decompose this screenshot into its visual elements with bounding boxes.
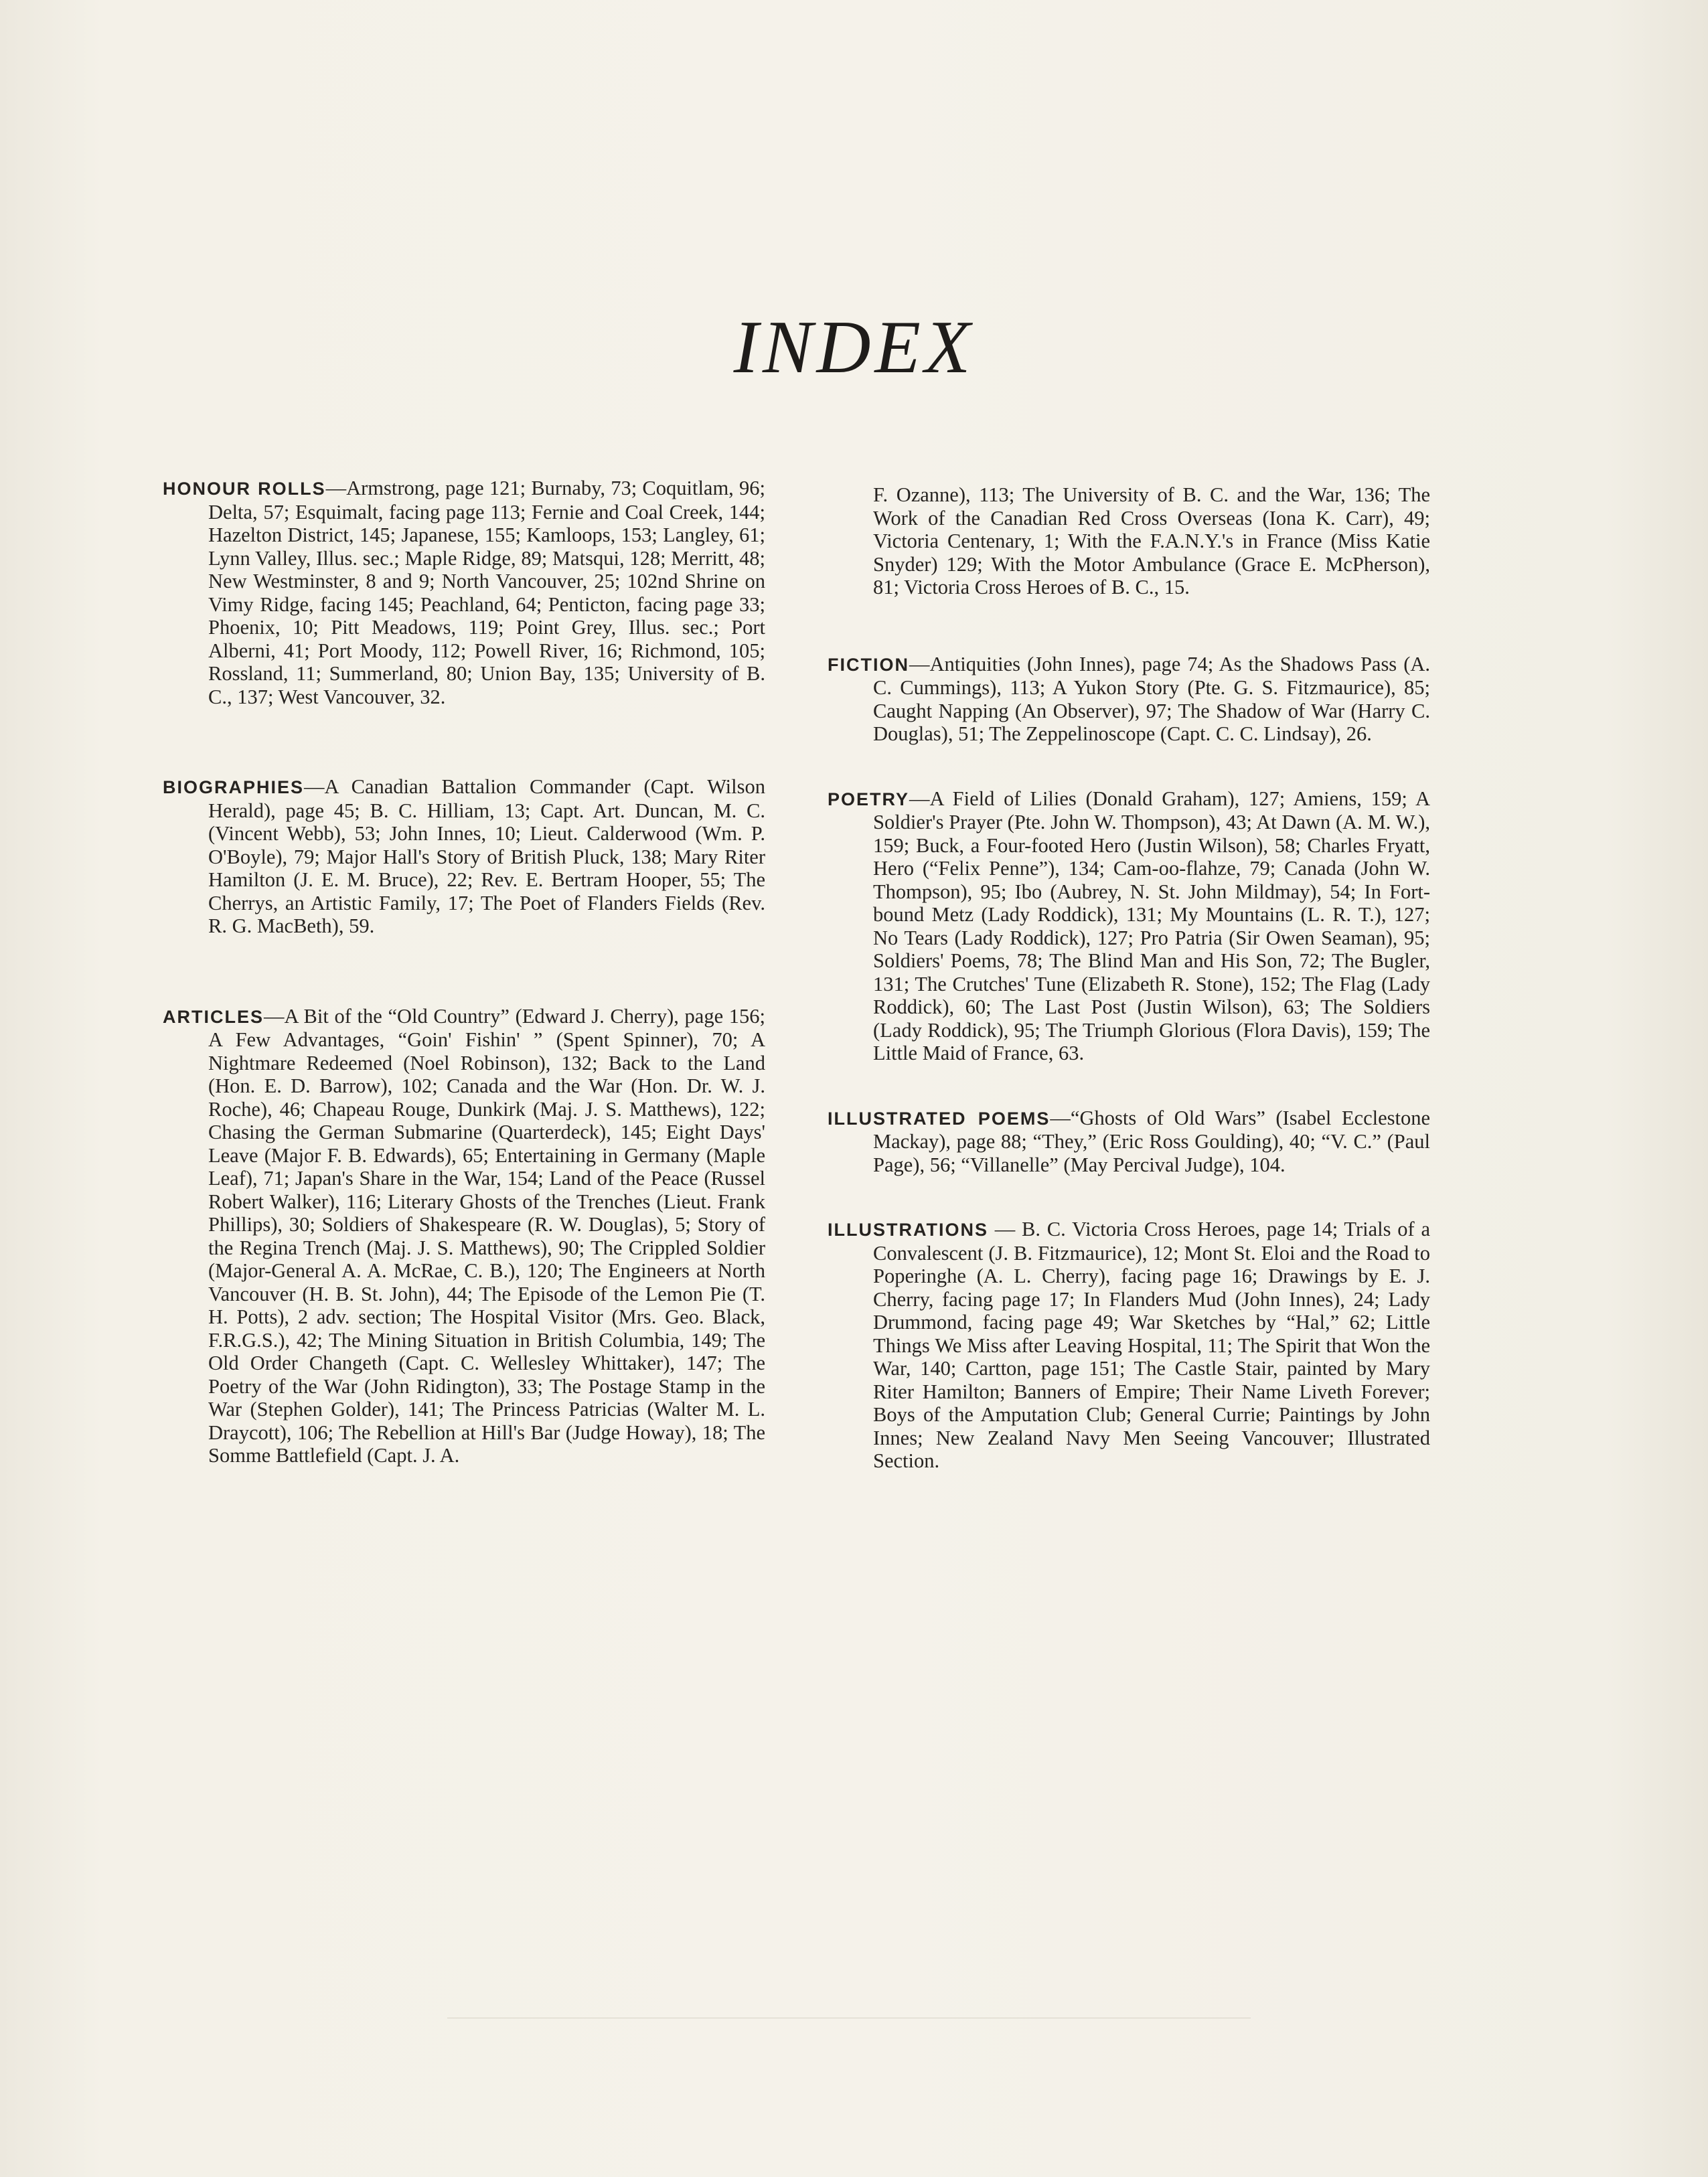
entry-text: —A Canadian Battalion Commander (Capt. Wilson Herald), page 45; B. C. Hilliam, 13; Capt. Art. Duncan, M. C. (Vincent Webb), 53; John Innes, 10; Lieut. Calderwood (Wm. P. O'Boyle), 79; Major Hall's Story of British Pluck, 138; Mary Riter Hamilton (J. E. M. Bruce), 22; Rev. E. Bertram Hooper, 55; The Cherrys, an Artistic Family, 17; The Poet of Flanders Fields (Rev. R. G. MacBeth), 59. bbox=[208, 775, 765, 937]
left-column bbox=[163, 477, 765, 1467]
entry-heading: FICTION bbox=[828, 654, 909, 675]
entry-illustrations bbox=[828, 1218, 1430, 1473]
entry-heading: POETRY bbox=[828, 789, 910, 809]
entry-illustrated-poems bbox=[828, 1107, 1430, 1177]
entry-fiction bbox=[828, 653, 1430, 746]
entry-articles-continued bbox=[828, 483, 1430, 599]
entry-poetry bbox=[828, 787, 1430, 1065]
entry-text: F. Ozanne), 113; The University of B. C. and the War, 136; The Work of the Canadian Red Cross Overseas (Iona K. Carr), 49; Victoria Centenary, 1; With the F.A.N.Y.'s in France (Miss Katie Snyder) 129; With the Motor Ambulance (Grace E. McPherson), 81; Victoria Cross Heroes of B. C., 15. bbox=[873, 483, 1430, 598]
right-column bbox=[828, 477, 1430, 1473]
entry-text: —“Ghosts of Old Wars” (Isabel Ecclestone Mackay), page 88; “They,” (Eric Ross Goulding), 40; “V. C.” (Paul Page), 56; “Villanelle” (May Percival Judge), 104. bbox=[873, 1106, 1430, 1176]
entry-text: —A Field of Lilies (Donald Graham), 127; Amiens, 159; A Soldier's Prayer (Pte. John W. Thompson), 43; At Dawn (A. M. W.), 159; Buck, a Four-footed Hero (Justin Wilson), 58; Charles Fryatt, Hero (“Felix Penne”), 134; Cam-oo-flahze, 79; Canada (John W. Thompson), 95; Ibo (Aubrey, N. St. John Mildmay), 54; In Fort-bound Metz (Lady Roddick), 131; My Mountains (L. R. T.), 127; No Tears (Lady Roddick), 127; Pro Patria (Sir Owen Seaman), 95; Soldiers' Poems, 78; The Blind Man and His Son, 72; The Bugler, 131; The Crutches' Tune (Elizabeth R. Stone), 152; The Flag (Lady Roddick), 60; The Last Post (Justin Wilson), 63; The Soldiers (Lady Roddick), 95; The Triumph Glorious (Flora Davis), 159; The Little Maid of France, 63. bbox=[873, 787, 1430, 1064]
entry-heading: HONOUR ROLLS bbox=[163, 479, 326, 499]
entry-heading: ILLUSTRATIONS bbox=[828, 1220, 988, 1240]
entry-text: —Antiquities (John Innes), page 74; As the Shadows Pass (A. C. Cummings), 113; A Yukon Story (Pte. G. S. Fitzmaurice), 85; Caught Napping (An Observer), 97; The Shadow of War (Harry C. Douglas), 51; The Zeppelinoscope (Capt. C. C. Lindsay), 26. bbox=[873, 652, 1430, 745]
entry-heading: ILLUSTRATED POEMS bbox=[828, 1108, 1051, 1129]
entry-text: —A Bit of the “Old Country” (Edward J. Cherry), page 156; A Few Advantages, “Goin' Fishin' ” (Spent Spinner), 70; A Nightmare Redeemed (Noel Robinson), 132; Back to the Land (Hon. E. D. Barrow), 102; Canada and the War (Hon. Dr. W. J. Roche), 46; Chapeau Rouge, Dunkirk (Maj. J. S. Matthews), 122; Chasing the German Submarine (Quarterdeck), 145; Eight Days' Leave (Major F. B. Edwards), 65; Entertaining in Germany (Maple Leaf), 71; Japan's Share in the War, 154; Land of the Peace (Russel Robert Walker), 116; Literary Ghosts of the Trenches (Lieut. Frank Phillips), 30; Soldiers of Shakespeare (R. W. Douglas), 5; Story of the Regina Trench (Maj. J. S. Matthews), 90; The Crippled Soldier (Major-General A. A. McRae, C. B.), 120; The Engineers at North Vancouver (H. B. St. John), 44; The Episode of the Lemon Pie (T. H. Potts), 2 adv. section; The Hospital Visitor (Mrs. Geo. Black, F.R.G.S.), 42; The Mining Situation in British Columbia, 149; The Old Order Changeth (Capt. C. Wellesley Whittaker), 147; The Poetry of the War (John Ridington), 33; The Postage Stamp in the War (Stephen Golder), 141; The Princess Patricias (Walter M. L. Draycott), 106; The Rebellion at Hill's Bar (Judge Howay), 18; The Somme Battlefield (Capt. J. A. bbox=[208, 1004, 765, 1467]
entry-biographies bbox=[163, 775, 765, 938]
page-title: INDEX bbox=[733, 306, 975, 389]
entry-text: —Armstrong, page 121; Burnaby, 73; Coquitlam, 96; Delta, 57; Esquimalt, facing page 113; Fernie and Coal Creek, 144; Hazelton District, 145; Japanese, 155; Kamloops, 153; Langley, 61; Lynn Valley, Illus. sec.; Maple Ridge, 89; Matsqui, 128; Merritt, 48; New Westminster, 8 and 9; North Vancouver, 25; 102nd Shrine on Vimy Ridge, facing 145; Peachland, 64; Penticton, facing page 33; Phoenix, 10; Pitt Meadows, 119; Point Grey, Illus. sec.; Port Alberni, 41; Port Moody, 112; Powell River, 16; Richmond, 105; Rossland, 11; Summerland, 80; Union Bay, 135; University of B. C., 137; West Vancouver, 32. bbox=[208, 477, 765, 708]
entry-heading: BIOGRAPHIES bbox=[163, 777, 305, 797]
entry-text: — B. C. Victoria Cross Heroes, page 14; Trials of a Convalescent (J. B. Fitzmaurice), 12; Mont St. Eloi and the Road to Poperinghe (A. L. Cherry), facing page 16; Drawings by E. J. Cherry, facing page 17; In Flanders Mud (John Innes), 24; Lady Drummond, facing page 49; War Sketches by “Hal,” 62; Little Things We Miss after Leaving Hospital, 11; The Spirit that Won the War, 140; Cartton, page 151; The Castle Stair, painted by Mary Riter Hamilton; Banners of Empire; Their Name Liveth Forever; Boys of the Amputation Club; General Currie; Paintings by John Innes; New Zealand Navy Men Seeing Vancouver; Illustrated Section. bbox=[873, 1218, 1430, 1472]
entry-heading: ARTICLES bbox=[163, 1006, 264, 1027]
entry-articles bbox=[163, 1005, 765, 1467]
entry-honour-rolls bbox=[163, 477, 765, 708]
